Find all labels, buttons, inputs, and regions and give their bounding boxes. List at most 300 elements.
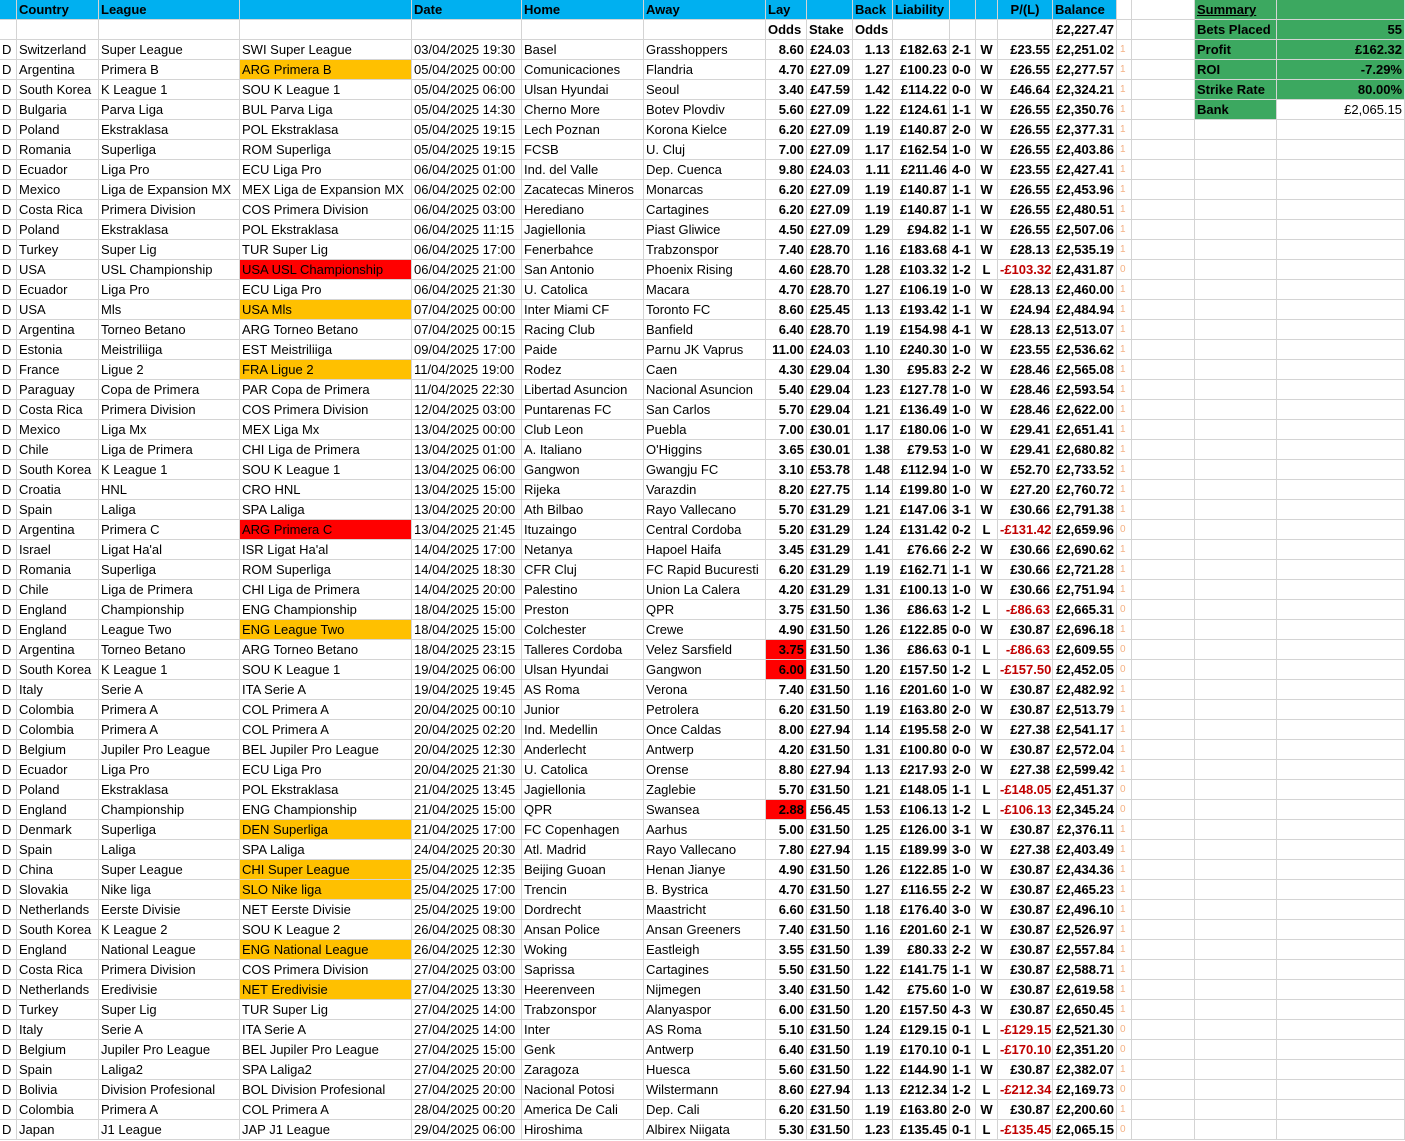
row-type-cell[interactable]: D bbox=[0, 460, 17, 480]
stake-cell[interactable]: £25.45 bbox=[807, 300, 853, 320]
away-team-cell[interactable]: Once Caldas bbox=[644, 720, 766, 740]
profit-loss-cell[interactable]: -£157.50 bbox=[998, 660, 1053, 680]
lay-odds-cell[interactable]: 6.20 bbox=[766, 1100, 807, 1120]
score-cell[interactable]: 2-2 bbox=[950, 360, 976, 380]
back-odds-cell[interactable]: 1.21 bbox=[853, 780, 893, 800]
profit-loss-cell[interactable]: £28.13 bbox=[998, 240, 1053, 260]
score-cell[interactable]: 1-0 bbox=[950, 420, 976, 440]
empty-cell[interactable] bbox=[1132, 860, 1195, 880]
row-type-cell[interactable]: D bbox=[0, 80, 17, 100]
win-flag-cell[interactable]: 1 bbox=[1117, 160, 1132, 180]
country-cell[interactable]: South Korea bbox=[17, 80, 99, 100]
empty-cell[interactable] bbox=[1277, 1000, 1405, 1020]
league-cell[interactable]: Jupiler Pro League bbox=[99, 740, 240, 760]
country-cell[interactable]: Estonia bbox=[17, 340, 99, 360]
home-team-cell[interactable]: Basel bbox=[522, 40, 644, 60]
league-code-cell[interactable]: PAR Copa de Primera bbox=[240, 380, 412, 400]
empty-cell[interactable] bbox=[1277, 620, 1405, 640]
profit-loss-cell[interactable]: £28.13 bbox=[998, 320, 1053, 340]
empty-cell[interactable] bbox=[1277, 280, 1405, 300]
empty-cell[interactable] bbox=[1132, 660, 1195, 680]
league-cell[interactable]: USL Championship bbox=[99, 260, 240, 280]
empty-cell[interactable] bbox=[1132, 600, 1195, 620]
score-cell[interactable]: 1-0 bbox=[950, 440, 976, 460]
date-cell[interactable]: 28/04/2025 00:20 bbox=[412, 1100, 522, 1120]
away-team-cell[interactable]: Trabzonspor bbox=[644, 240, 766, 260]
score-cell[interactable]: 3-1 bbox=[950, 820, 976, 840]
stake-cell[interactable]: £31.29 bbox=[807, 520, 853, 540]
win-flag-cell[interactable]: 1 bbox=[1117, 140, 1132, 160]
result-cell[interactable]: W bbox=[976, 680, 998, 700]
away-team-cell[interactable]: QPR bbox=[644, 600, 766, 620]
league-code-cell[interactable]: SOU K League 1 bbox=[240, 660, 412, 680]
score-cell[interactable]: 0-2 bbox=[950, 520, 976, 540]
date-cell[interactable]: 05/04/2025 19:15 bbox=[412, 120, 522, 140]
row-type-cell[interactable]: D bbox=[0, 860, 17, 880]
date-cell[interactable]: 09/04/2025 17:00 bbox=[412, 340, 522, 360]
country-cell[interactable]: England bbox=[17, 940, 99, 960]
country-cell[interactable]: Argentina bbox=[17, 520, 99, 540]
empty-cell[interactable] bbox=[1195, 920, 1277, 940]
lay-odds-cell[interactable]: 4.20 bbox=[766, 580, 807, 600]
score-cell[interactable]: 2-1 bbox=[950, 40, 976, 60]
empty-cell[interactable] bbox=[1195, 740, 1277, 760]
country-cell[interactable]: Chile bbox=[17, 440, 99, 460]
header-away[interactable]: Away bbox=[644, 0, 766, 20]
away-team-cell[interactable]: Gwangju FC bbox=[644, 460, 766, 480]
away-team-cell[interactable]: Cartagines bbox=[644, 200, 766, 220]
empty-cell[interactable] bbox=[1132, 480, 1195, 500]
score-cell[interactable]: 4-1 bbox=[950, 240, 976, 260]
profit-loss-cell[interactable]: £23.55 bbox=[998, 340, 1053, 360]
score-cell[interactable]: 1-0 bbox=[950, 280, 976, 300]
back-odds-cell[interactable]: 1.21 bbox=[853, 500, 893, 520]
row-type-cell[interactable]: D bbox=[0, 780, 17, 800]
empty-cell[interactable] bbox=[1195, 720, 1277, 740]
empty-cell[interactable] bbox=[1132, 500, 1195, 520]
empty-cell[interactable] bbox=[1277, 480, 1405, 500]
back-odds-cell[interactable]: 1.19 bbox=[853, 1100, 893, 1120]
back-odds-cell[interactable]: 1.13 bbox=[853, 1080, 893, 1100]
home-team-cell[interactable]: Trencin bbox=[522, 880, 644, 900]
score-cell[interactable]: 4-0 bbox=[950, 160, 976, 180]
empty-cell[interactable] bbox=[1195, 380, 1277, 400]
away-team-cell[interactable]: Wilstermann bbox=[644, 1080, 766, 1100]
liability-cell[interactable]: £182.63 bbox=[893, 40, 950, 60]
empty-cell[interactable] bbox=[1277, 160, 1405, 180]
back-odds-cell[interactable]: 1.21 bbox=[853, 400, 893, 420]
league-cell[interactable]: K League 2 bbox=[99, 920, 240, 940]
lay-odds-cell[interactable]: 7.40 bbox=[766, 680, 807, 700]
home-team-cell[interactable]: Talleres Cordoba bbox=[522, 640, 644, 660]
result-cell[interactable]: W bbox=[976, 420, 998, 440]
date-cell[interactable]: 26/04/2025 12:30 bbox=[412, 940, 522, 960]
win-flag-cell[interactable]: 1 bbox=[1117, 460, 1132, 480]
back-odds-cell[interactable]: 1.42 bbox=[853, 980, 893, 1000]
empty-cell[interactable] bbox=[1277, 780, 1405, 800]
date-cell[interactable]: 11/04/2025 19:00 bbox=[412, 360, 522, 380]
win-flag-cell[interactable]: 1 bbox=[1117, 880, 1132, 900]
date-cell[interactable]: 03/04/2025 19:30 bbox=[412, 40, 522, 60]
result-cell[interactable]: W bbox=[976, 620, 998, 640]
lay-odds-cell[interactable]: 5.50 bbox=[766, 960, 807, 980]
score-cell[interactable]: 2-1 bbox=[950, 920, 976, 940]
empty-cell[interactable] bbox=[1277, 200, 1405, 220]
balance-cell[interactable]: £2,251.02 bbox=[1053, 40, 1117, 60]
empty-cell[interactable] bbox=[1132, 540, 1195, 560]
profit-loss-cell[interactable]: £30.87 bbox=[998, 740, 1053, 760]
result-cell[interactable]: W bbox=[976, 460, 998, 480]
row-type-cell[interactable]: D bbox=[0, 760, 17, 780]
country-cell[interactable]: South Korea bbox=[17, 460, 99, 480]
empty-cell[interactable] bbox=[1132, 80, 1195, 100]
league-code-cell[interactable]: SLO Nike liga bbox=[240, 880, 412, 900]
empty-cell[interactable] bbox=[1132, 160, 1195, 180]
empty-cell[interactable] bbox=[1132, 640, 1195, 660]
home-team-cell[interactable]: Inter Miami CF bbox=[522, 300, 644, 320]
away-team-cell[interactable]: B. Bystrica bbox=[644, 880, 766, 900]
row-type-cell[interactable]: D bbox=[0, 300, 17, 320]
liability-cell[interactable]: £100.13 bbox=[893, 580, 950, 600]
win-flag-cell[interactable]: 1 bbox=[1117, 760, 1132, 780]
result-cell[interactable]: W bbox=[976, 700, 998, 720]
stake-cell[interactable]: £31.50 bbox=[807, 960, 853, 980]
score-cell[interactable]: 1-0 bbox=[950, 340, 976, 360]
lay-odds-cell[interactable]: 3.10 bbox=[766, 460, 807, 480]
empty-cell[interactable] bbox=[1277, 1040, 1405, 1060]
profit-loss-cell[interactable]: £30.87 bbox=[998, 1000, 1053, 1020]
result-cell[interactable]: W bbox=[976, 120, 998, 140]
empty-cell[interactable] bbox=[1277, 720, 1405, 740]
lay-odds-cell[interactable]: 5.10 bbox=[766, 1020, 807, 1040]
league-cell[interactable]: Ekstraklasa bbox=[99, 220, 240, 240]
empty-cell[interactable] bbox=[1277, 660, 1405, 680]
league-code-cell[interactable]: ENG Championship bbox=[240, 800, 412, 820]
empty-cell[interactable] bbox=[1132, 20, 1195, 40]
empty-cell[interactable] bbox=[1195, 140, 1277, 160]
empty-cell[interactable] bbox=[1277, 820, 1405, 840]
date-cell[interactable]: 07/04/2025 00:15 bbox=[412, 320, 522, 340]
date-cell[interactable]: 13/04/2025 06:00 bbox=[412, 460, 522, 480]
country-cell[interactable]: Colombia bbox=[17, 1100, 99, 1120]
win-flag-cell[interactable]: 0 bbox=[1117, 780, 1132, 800]
empty-cell[interactable] bbox=[1277, 760, 1405, 780]
league-code-cell[interactable]: TUR Super Lig bbox=[240, 240, 412, 260]
profit-loss-cell[interactable]: -£106.13 bbox=[998, 800, 1053, 820]
empty-cell[interactable] bbox=[1132, 960, 1195, 980]
row-type-cell[interactable]: D bbox=[0, 920, 17, 940]
back-odds-cell[interactable]: 1.39 bbox=[853, 940, 893, 960]
balance-cell[interactable]: £2,599.42 bbox=[1053, 760, 1117, 780]
balance-cell[interactable]: £2,521.30 bbox=[1053, 1020, 1117, 1040]
empty-cell[interactable] bbox=[1277, 240, 1405, 260]
date-cell[interactable]: 05/04/2025 14:30 bbox=[412, 100, 522, 120]
result-cell[interactable]: L bbox=[976, 1080, 998, 1100]
stake-cell[interactable]: £27.94 bbox=[807, 1080, 853, 1100]
date-cell[interactable]: 25/04/2025 17:00 bbox=[412, 880, 522, 900]
empty-cell[interactable] bbox=[893, 20, 950, 40]
home-team-cell[interactable]: Rijeka bbox=[522, 480, 644, 500]
liability-cell[interactable]: £79.53 bbox=[893, 440, 950, 460]
league-cell[interactable]: Meistriliiga bbox=[99, 340, 240, 360]
country-cell[interactable]: Argentina bbox=[17, 320, 99, 340]
lay-odds-cell[interactable]: 3.55 bbox=[766, 940, 807, 960]
empty-cell[interactable] bbox=[1277, 860, 1405, 880]
win-flag-cell[interactable]: 1 bbox=[1117, 220, 1132, 240]
row-type-cell[interactable]: D bbox=[0, 260, 17, 280]
country-cell[interactable]: Paraguay bbox=[17, 380, 99, 400]
date-cell[interactable]: 19/04/2025 19:45 bbox=[412, 680, 522, 700]
stake-cell[interactable]: £27.09 bbox=[807, 100, 853, 120]
row-type-cell[interactable]: D bbox=[0, 360, 17, 380]
back-odds-cell[interactable]: 1.23 bbox=[853, 1120, 893, 1140]
empty-cell[interactable] bbox=[1195, 240, 1277, 260]
home-team-cell[interactable]: Puntarenas FC bbox=[522, 400, 644, 420]
row-type-cell[interactable]: D bbox=[0, 320, 17, 340]
league-cell[interactable]: Laliga bbox=[99, 500, 240, 520]
back-odds-cell[interactable]: 1.53 bbox=[853, 800, 893, 820]
row-type-cell[interactable]: D bbox=[0, 200, 17, 220]
lay-odds-cell[interactable]: 6.20 bbox=[766, 180, 807, 200]
league-code-cell[interactable]: ITA Serie A bbox=[240, 680, 412, 700]
league-code-cell[interactable]: SPA Laliga2 bbox=[240, 1060, 412, 1080]
country-cell[interactable]: Poland bbox=[17, 220, 99, 240]
balance-cell[interactable]: £2,277.57 bbox=[1053, 60, 1117, 80]
balance-cell[interactable]: £2,665.31 bbox=[1053, 600, 1117, 620]
home-team-cell[interactable]: Ituzaingo bbox=[522, 520, 644, 540]
score-cell[interactable]: 2-2 bbox=[950, 880, 976, 900]
score-cell[interactable]: 4-3 bbox=[950, 1000, 976, 1020]
win-flag-cell[interactable]: 1 bbox=[1117, 100, 1132, 120]
stake-cell[interactable]: £31.50 bbox=[807, 1060, 853, 1080]
empty-cell[interactable] bbox=[240, 20, 412, 40]
league-code-cell[interactable]: BEL Jupiler Pro League bbox=[240, 1040, 412, 1060]
league-cell[interactable]: Superliga bbox=[99, 820, 240, 840]
score-cell[interactable]: 3-1 bbox=[950, 500, 976, 520]
back-odds-cell[interactable]: 1.38 bbox=[853, 440, 893, 460]
back-odds-cell[interactable]: 1.10 bbox=[853, 340, 893, 360]
country-cell[interactable]: Switzerland bbox=[17, 40, 99, 60]
league-cell[interactable]: Torneo Betano bbox=[99, 640, 240, 660]
win-flag-cell[interactable]: 1 bbox=[1117, 720, 1132, 740]
empty-cell[interactable] bbox=[1277, 380, 1405, 400]
result-cell[interactable]: W bbox=[976, 1100, 998, 1120]
date-cell[interactable]: 05/04/2025 00:00 bbox=[412, 60, 522, 80]
stake-cell[interactable]: £24.03 bbox=[807, 40, 853, 60]
empty-cell[interactable] bbox=[1277, 1080, 1405, 1100]
score-cell[interactable]: 0-0 bbox=[950, 80, 976, 100]
country-cell[interactable]: Spain bbox=[17, 1060, 99, 1080]
balance-cell[interactable]: £2,382.07 bbox=[1053, 1060, 1117, 1080]
league-cell[interactable]: K League 1 bbox=[99, 460, 240, 480]
league-code-cell[interactable]: POL Ekstraklasa bbox=[240, 220, 412, 240]
back-odds-cell[interactable]: 1.18 bbox=[853, 900, 893, 920]
profit-loss-cell[interactable]: £30.87 bbox=[998, 980, 1053, 1000]
lay-odds-cell[interactable]: 7.80 bbox=[766, 840, 807, 860]
league-cell[interactable]: Championship bbox=[99, 600, 240, 620]
date-cell[interactable]: 13/04/2025 01:00 bbox=[412, 440, 522, 460]
balance-cell[interactable]: £2,651.41 bbox=[1053, 420, 1117, 440]
league-cell[interactable]: Primera A bbox=[99, 720, 240, 740]
empty-cell[interactable] bbox=[1132, 340, 1195, 360]
liability-cell[interactable]: £116.55 bbox=[893, 880, 950, 900]
empty-cell[interactable] bbox=[1132, 940, 1195, 960]
date-cell[interactable]: 24/04/2025 20:30 bbox=[412, 840, 522, 860]
liability-cell[interactable]: £114.22 bbox=[893, 80, 950, 100]
subheader-stake[interactable]: Stake bbox=[807, 20, 853, 40]
empty-cell[interactable] bbox=[1195, 420, 1277, 440]
league-code-cell[interactable]: ARG Torneo Betano bbox=[240, 320, 412, 340]
score-cell[interactable]: 1-2 bbox=[950, 660, 976, 680]
date-cell[interactable]: 27/04/2025 14:00 bbox=[412, 1020, 522, 1040]
stake-cell[interactable]: £27.94 bbox=[807, 840, 853, 860]
empty-cell[interactable] bbox=[1132, 900, 1195, 920]
win-flag-cell[interactable]: 0 bbox=[1117, 1080, 1132, 1100]
stake-cell[interactable]: £31.50 bbox=[807, 1100, 853, 1120]
result-cell[interactable]: W bbox=[976, 160, 998, 180]
stake-cell[interactable]: £27.75 bbox=[807, 480, 853, 500]
row-type-cell[interactable]: D bbox=[0, 620, 17, 640]
home-team-cell[interactable]: Nacional Potosi bbox=[522, 1080, 644, 1100]
win-flag-cell[interactable]: 1 bbox=[1117, 620, 1132, 640]
profit-loss-cell[interactable]: -£86.63 bbox=[998, 600, 1053, 620]
country-cell[interactable]: Romania bbox=[17, 560, 99, 580]
result-cell[interactable]: W bbox=[976, 280, 998, 300]
lay-odds-cell[interactable]: 8.20 bbox=[766, 480, 807, 500]
home-team-cell[interactable]: America De Cali bbox=[522, 1100, 644, 1120]
empty-cell[interactable] bbox=[1132, 300, 1195, 320]
result-cell[interactable]: L bbox=[976, 780, 998, 800]
liability-cell[interactable]: £122.85 bbox=[893, 620, 950, 640]
empty-cell[interactable] bbox=[1195, 300, 1277, 320]
lay-odds-cell[interactable]: 3.65 bbox=[766, 440, 807, 460]
empty-cell[interactable] bbox=[1195, 1000, 1277, 1020]
empty-cell[interactable] bbox=[1132, 100, 1195, 120]
league-code-cell[interactable]: COL Primera A bbox=[240, 1100, 412, 1120]
profit-loss-cell[interactable]: £30.87 bbox=[998, 860, 1053, 880]
home-team-cell[interactable]: Hiroshima bbox=[522, 1120, 644, 1140]
liability-cell[interactable]: £201.60 bbox=[893, 680, 950, 700]
away-team-cell[interactable]: Albirex Niigata bbox=[644, 1120, 766, 1140]
lay-odds-cell[interactable]: 5.60 bbox=[766, 1060, 807, 1080]
country-cell[interactable]: Colombia bbox=[17, 700, 99, 720]
balance-cell[interactable]: £2,690.62 bbox=[1053, 540, 1117, 560]
home-team-cell[interactable]: Colchester bbox=[522, 620, 644, 640]
score-cell[interactable]: 2-0 bbox=[950, 720, 976, 740]
country-cell[interactable]: Netherlands bbox=[17, 980, 99, 1000]
back-odds-cell[interactable]: 1.13 bbox=[853, 300, 893, 320]
empty-cell[interactable] bbox=[1277, 540, 1405, 560]
empty-cell[interactable] bbox=[1195, 200, 1277, 220]
date-cell[interactable]: 14/04/2025 17:00 bbox=[412, 540, 522, 560]
home-team-cell[interactable]: FC Copenhagen bbox=[522, 820, 644, 840]
date-cell[interactable]: 20/04/2025 02:20 bbox=[412, 720, 522, 740]
balance-cell[interactable]: £2,403.86 bbox=[1053, 140, 1117, 160]
liability-cell[interactable]: £154.98 bbox=[893, 320, 950, 340]
win-flag-cell[interactable]: 1 bbox=[1117, 300, 1132, 320]
home-team-cell[interactable]: Palestino bbox=[522, 580, 644, 600]
balance-cell[interactable]: £2,452.05 bbox=[1053, 660, 1117, 680]
profit-loss-cell[interactable]: £29.41 bbox=[998, 420, 1053, 440]
away-team-cell[interactable]: Eastleigh bbox=[644, 940, 766, 960]
country-cell[interactable]: Spain bbox=[17, 840, 99, 860]
empty-cell[interactable] bbox=[1277, 300, 1405, 320]
home-team-cell[interactable]: U. Catolica bbox=[522, 760, 644, 780]
country-cell[interactable]: Belgium bbox=[17, 1040, 99, 1060]
result-cell[interactable]: W bbox=[976, 580, 998, 600]
home-team-cell[interactable]: Ind. Medellin bbox=[522, 720, 644, 740]
empty-cell[interactable] bbox=[1132, 280, 1195, 300]
row-type-cell[interactable]: D bbox=[0, 400, 17, 420]
stake-cell[interactable]: £53.78 bbox=[807, 460, 853, 480]
date-cell[interactable]: 13/04/2025 00:00 bbox=[412, 420, 522, 440]
result-cell[interactable]: L bbox=[976, 800, 998, 820]
league-cell[interactable]: Nike liga bbox=[99, 880, 240, 900]
lay-odds-cell[interactable]: 5.70 bbox=[766, 780, 807, 800]
liability-cell[interactable]: £180.06 bbox=[893, 420, 950, 440]
stake-cell[interactable]: £27.94 bbox=[807, 720, 853, 740]
home-team-cell[interactable]: Trabzonspor bbox=[522, 1000, 644, 1020]
league-code-cell[interactable]: SPA Laliga bbox=[240, 500, 412, 520]
win-flag-cell[interactable]: 1 bbox=[1117, 740, 1132, 760]
away-team-cell[interactable]: Crewe bbox=[644, 620, 766, 640]
empty-cell[interactable] bbox=[1277, 800, 1405, 820]
empty-cell[interactable] bbox=[1132, 200, 1195, 220]
balance-cell[interactable]: £2,451.37 bbox=[1053, 780, 1117, 800]
away-team-cell[interactable]: Aarhus bbox=[644, 820, 766, 840]
league-cell[interactable]: Mls bbox=[99, 300, 240, 320]
profit-loss-cell[interactable]: £29.41 bbox=[998, 440, 1053, 460]
result-cell[interactable]: L bbox=[976, 1120, 998, 1140]
empty-cell[interactable] bbox=[1132, 520, 1195, 540]
league-code-cell[interactable]: ARG Primera B bbox=[240, 60, 412, 80]
profit-loss-cell[interactable]: £26.55 bbox=[998, 100, 1053, 120]
back-odds-cell[interactable]: 1.19 bbox=[853, 560, 893, 580]
empty-cell[interactable] bbox=[1277, 1020, 1405, 1040]
league-cell[interactable]: National League bbox=[99, 940, 240, 960]
result-cell[interactable]: W bbox=[976, 440, 998, 460]
away-team-cell[interactable]: Korona Kielce bbox=[644, 120, 766, 140]
score-cell[interactable]: 1-1 bbox=[950, 220, 976, 240]
score-cell[interactable]: 1-0 bbox=[950, 460, 976, 480]
stake-cell[interactable]: £31.50 bbox=[807, 860, 853, 880]
balance-cell[interactable]: £2,572.04 bbox=[1053, 740, 1117, 760]
liability-cell[interactable]: £195.58 bbox=[893, 720, 950, 740]
balance-cell[interactable]: £2,650.45 bbox=[1053, 1000, 1117, 1020]
back-odds-cell[interactable]: 1.24 bbox=[853, 520, 893, 540]
country-cell[interactable]: USA bbox=[17, 260, 99, 280]
away-team-cell[interactable]: Toronto FC bbox=[644, 300, 766, 320]
empty-cell[interactable] bbox=[1132, 180, 1195, 200]
league-code-cell[interactable]: MEX Liga de Expansion MX bbox=[240, 180, 412, 200]
date-cell[interactable]: 13/04/2025 15:00 bbox=[412, 480, 522, 500]
empty-cell[interactable] bbox=[1132, 120, 1195, 140]
empty-cell[interactable] bbox=[1277, 840, 1405, 860]
country-cell[interactable]: Costa Rica bbox=[17, 200, 99, 220]
away-team-cell[interactable]: Rayo Vallecano bbox=[644, 500, 766, 520]
empty-cell[interactable] bbox=[1195, 680, 1277, 700]
empty-cell[interactable] bbox=[1277, 560, 1405, 580]
empty-cell[interactable] bbox=[1195, 980, 1277, 1000]
row-type-cell[interactable]: D bbox=[0, 540, 17, 560]
liability-cell[interactable]: £106.19 bbox=[893, 280, 950, 300]
empty-cell[interactable] bbox=[1277, 900, 1405, 920]
liability-cell[interactable]: £136.49 bbox=[893, 400, 950, 420]
empty-cell[interactable] bbox=[1132, 440, 1195, 460]
stake-cell[interactable]: £31.50 bbox=[807, 740, 853, 760]
liability-cell[interactable]: £211.46 bbox=[893, 160, 950, 180]
date-cell[interactable]: 27/04/2025 14:00 bbox=[412, 1000, 522, 1020]
